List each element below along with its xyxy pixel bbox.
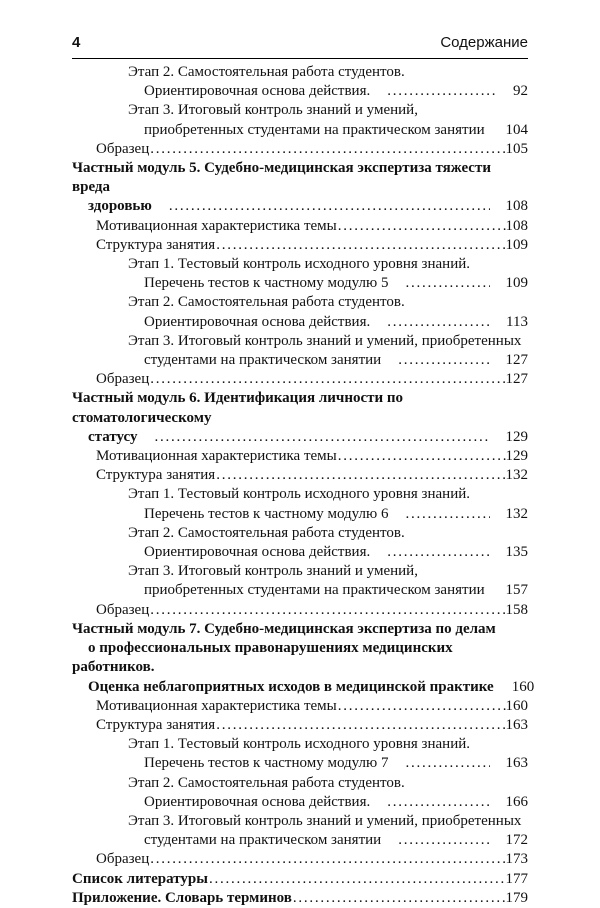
toc-entry — [72, 562, 528, 600]
toc-entry-text: Этап 2. Самостоятельная работа студентов. — [128, 294, 405, 311]
toc-entry-text: Этап 1. Тестовый контроль исходного уровня знаний. — [128, 256, 470, 273]
toc-entry-text: Приложение. Словарь терминов — [72, 889, 292, 906]
toc-entry — [72, 850, 528, 869]
dot-leader — [138, 428, 490, 447]
toc-entry-text: Список литературы — [72, 870, 208, 887]
toc-entry — [72, 332, 528, 370]
toc-entry-text: Ориентировочная основа действия. — [144, 313, 371, 330]
dot-leader — [215, 716, 505, 735]
toc-entry-text: Образец — [96, 140, 150, 157]
toc-page-number: 166 — [505, 793, 528, 810]
toc-entry — [72, 140, 528, 159]
dot-leader — [370, 793, 489, 812]
toc-entry — [72, 63, 528, 101]
toc-page-number: 113 — [506, 313, 528, 330]
toc-page-number: 163 — [505, 716, 528, 733]
toc-entry-text: Структура занятия — [96, 467, 216, 484]
toc-entry-text: Этап 1. Тестовый контроль исходного уровня знаний. — [128, 486, 470, 503]
toc-entry — [72, 217, 528, 236]
toc-entry-text: Образец — [96, 371, 150, 388]
toc-entry — [72, 236, 528, 255]
toc-entry-text: Этап 2. Самостоятельная работа студентов. — [128, 524, 405, 541]
dot-leader — [149, 370, 505, 389]
toc-entry-text: Образец — [96, 601, 150, 618]
dot-leader — [149, 140, 505, 159]
toc-entry — [72, 466, 528, 485]
toc-entry-text: статусу — [88, 428, 138, 445]
dot-leader — [381, 831, 489, 850]
dot-leader — [388, 754, 489, 773]
toc-entry-text: студентами на практическом занятии — [144, 352, 382, 369]
toc-page-number: 109 — [505, 236, 528, 253]
page-header — [72, 32, 528, 54]
toc-page-number: 135 — [505, 544, 528, 561]
toc-entry-text: Ориентировочная основа действия. — [144, 793, 371, 810]
toc-chapter — [72, 620, 535, 697]
toc-entry-text: Этап 2. Самостоятельная работа студентов. — [128, 774, 405, 791]
toc-chapter — [72, 870, 528, 889]
toc-page-number: 179 — [505, 889, 528, 906]
toc-entry-text: Этап 3. Итоговый контроль знаний и умений, — [128, 563, 418, 580]
toc-entry-text: Этап 3. Итоговый контроль знаний и умений, приобретенных — [128, 812, 522, 829]
toc-entry-text: студентами на практическом занятии — [144, 832, 382, 849]
toc-entry — [72, 447, 528, 466]
toc-page-number: 177 — [505, 870, 528, 887]
toc-page-number: 108 — [505, 198, 528, 215]
toc-entry-text: приобретенных студентами на практическом занятии — [144, 582, 485, 599]
toc-chapter — [72, 389, 528, 447]
toc-page-number: 132 — [505, 467, 528, 484]
table-of-contents — [72, 63, 535, 908]
toc-entry-text: Этап 2. Самостоятельная работа студентов. — [128, 64, 405, 80]
dot-leader — [381, 351, 489, 370]
toc-entry-text: Структура занятия — [96, 716, 216, 733]
toc-page-number: 105 — [505, 140, 528, 157]
page-number: 4 — [72, 34, 81, 51]
dot-leader — [388, 274, 489, 293]
toc-entry — [72, 101, 528, 139]
dot-leader — [337, 447, 506, 466]
toc-page-number: 127 — [505, 352, 528, 369]
toc-page-number: 173 — [505, 851, 528, 868]
toc-entry-text: Мотивационная характеристика темы — [96, 217, 337, 234]
dot-leader — [370, 82, 497, 101]
toc-page-number: 157 — [505, 582, 528, 599]
toc-entry — [72, 370, 528, 389]
toc-entry-text: о профессиональных правонарушениях медицинских работников. — [72, 640, 453, 676]
toc-page-number: 129 — [505, 448, 528, 465]
toc-entry-text: Мотивационная характеристика темы — [96, 697, 337, 714]
toc-entry-text: Этап 3. Итоговый контроль знаний и умений, приобретенных — [128, 332, 522, 349]
toc-entry-text: Этап 3. Итоговый контроль знаний и умений, — [128, 102, 418, 119]
toc-entry-text: Образец — [96, 851, 150, 868]
toc-page-number: 160 — [505, 697, 528, 714]
toc-entry-text: Перечень тестов к частному модулю 7 — [144, 755, 389, 772]
toc-entry — [72, 735, 528, 773]
dot-leader — [337, 217, 506, 236]
dot-leader — [292, 889, 506, 908]
toc-entry-text: здоровью — [88, 198, 152, 215]
toc-entry — [72, 601, 528, 620]
toc-page-number: 104 — [505, 121, 528, 138]
dot-leader — [152, 197, 490, 216]
dot-leader — [208, 870, 506, 889]
toc-entry — [72, 524, 528, 562]
toc-page-number: 129 — [505, 428, 528, 445]
toc-entry — [72, 774, 528, 812]
dot-leader — [370, 313, 490, 332]
toc-page-number: 158 — [505, 601, 528, 618]
toc-entry-text: Перечень тестов к частному модулю 5 — [144, 275, 389, 292]
dot-leader — [149, 601, 505, 620]
toc-entry-text: Оценка неблагоприятных исходов в медицинской практике — [88, 678, 494, 695]
toc-entry-text: Этап 1. Тестовый контроль исходного уровня знаний. — [128, 736, 470, 753]
dot-leader — [149, 850, 505, 869]
toc-page-number: 109 — [505, 275, 528, 292]
toc-page-number: 108 — [505, 217, 528, 234]
toc-entry-text: Частный модуль 5. Судебно-медицинская экспертиза тяжести вреда — [72, 160, 491, 196]
dot-leader — [388, 505, 489, 524]
dot-leader — [370, 543, 489, 562]
toc-entry-text: Ориентировочная основа действия. — [144, 544, 371, 561]
toc-entry — [72, 255, 528, 293]
section-title: Содержание — [440, 34, 528, 51]
toc-entry-text: Частный модуль 6. Идентификация личности по стоматологическому — [72, 390, 404, 426]
toc-entry — [72, 485, 528, 523]
dot-leader — [215, 466, 505, 485]
toc-entry-text: Перечень тестов к частному модулю 6 — [144, 505, 389, 522]
toc-entry — [72, 697, 528, 716]
toc-chapter — [72, 889, 528, 908]
dot-leader — [215, 236, 505, 255]
toc-entry — [72, 812, 528, 850]
toc-entry-text: Ориентировочная основа действия. — [144, 83, 371, 100]
toc-entry-text: Структура занятия — [96, 236, 216, 253]
toc-page-number: 172 — [505, 832, 528, 849]
toc-entry-text: Мотивационная характеристика темы — [96, 448, 337, 465]
header-rule — [72, 58, 528, 59]
toc-page-number: 127 — [505, 371, 528, 388]
dot-leader — [337, 697, 506, 716]
toc-entry-text: Частный модуль 7. Судебно-медицинская экспертиза по делам — [72, 620, 496, 637]
toc-page-number: 160 — [511, 678, 535, 695]
toc-entry — [72, 293, 528, 331]
toc-page-number: 163 — [505, 755, 528, 772]
toc-entry — [72, 716, 528, 735]
toc-chapter — [72, 159, 528, 217]
toc-page-number: 92 — [513, 83, 528, 100]
toc-page-number: 132 — [505, 505, 528, 522]
toc-entry-text: приобретенных студентами на практическом занятии — [144, 121, 485, 138]
